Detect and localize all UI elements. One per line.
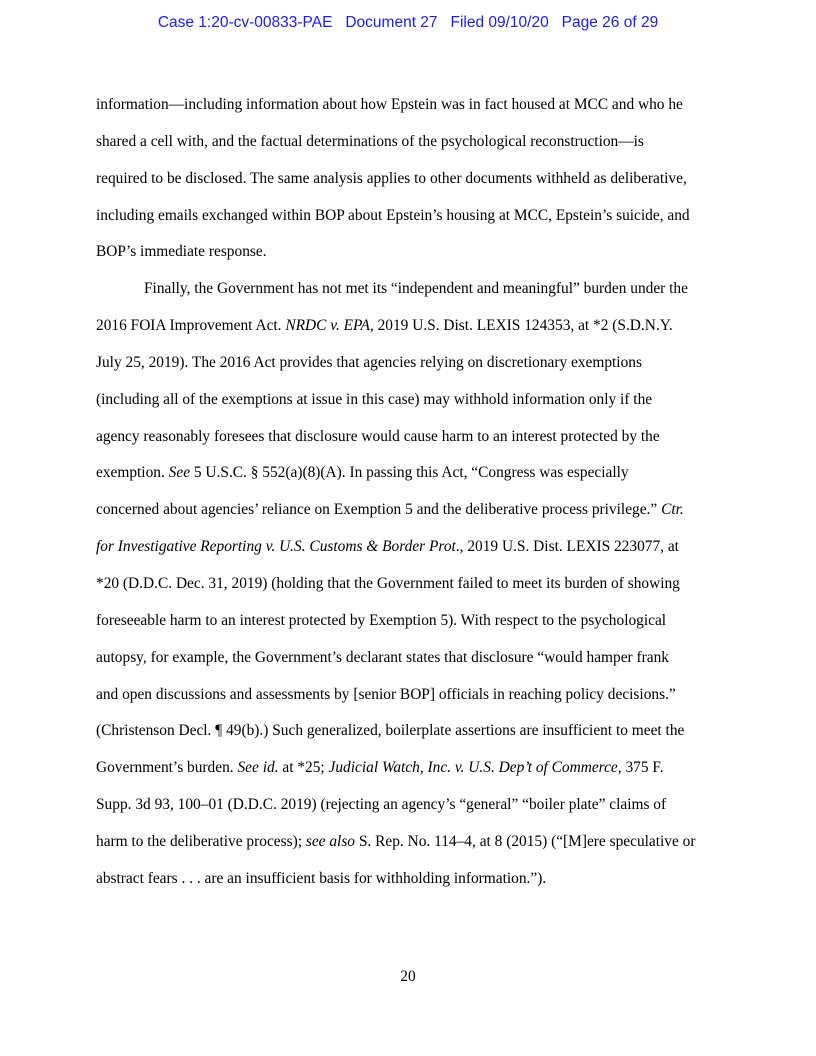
text-run: BOP’s immediate response. <box>96 243 267 261</box>
text-run: (including all of the exemptions at issue in this case) may withhold information only if the <box>96 390 653 408</box>
document-body <box>96 91 736 902</box>
text-line <box>96 570 736 607</box>
text-run: required to be disclosed. The same analysis applies to other documents withheld as deliberative, <box>96 169 687 187</box>
text-line <box>96 275 736 312</box>
text-run: ., 2019 U.S. Dist. LEXIS 223077, at <box>455 538 679 556</box>
text-line <box>96 423 736 460</box>
text-line <box>96 791 736 828</box>
text-run: July 25, 2019). The 2016 Act provides that agencies relying on discretionary exemptions <box>96 353 642 371</box>
text-line <box>96 533 736 570</box>
document-number: Document 27 <box>345 14 438 31</box>
page-indicator: Page 26 of 29 <box>561 14 659 31</box>
italic-citation: Judicial Watch, Inc. v. U.S. Dep’t of Commerce <box>328 759 618 777</box>
text-run: , 375 F. <box>617 759 664 777</box>
text-line <box>96 459 736 496</box>
text-run: autopsy, for example, the Government’s declarant states that disclosure “would hamper frank <box>96 648 669 666</box>
text-run: concerned about agencies’ reliance on Exemption 5 and the deliberative process privilege.” <box>96 501 662 519</box>
text-line <box>96 349 736 386</box>
text-run: information—including information about how Epstein was in fact housed at MCC and who he <box>96 96 683 113</box>
text-run: and open discussions and assessments by [senior BOP] officials in reaching policy decisions.” <box>96 685 676 703</box>
text-line <box>96 681 736 718</box>
text-run: shared a cell with, and the factual determinations of the psychological reconstruction—is <box>96 132 644 150</box>
text-line <box>96 238 736 275</box>
italic-citation: for Investigative Reporting v. U.S. Customs & Border Prot <box>96 538 456 556</box>
text-line <box>96 496 736 533</box>
text-run: at *25; <box>278 759 329 777</box>
text-line <box>96 386 736 423</box>
italic-citation: See id. <box>237 759 279 777</box>
text-line <box>96 202 736 239</box>
text-run: 2016 FOIA Improvement Act. <box>96 317 286 335</box>
italic-citation: Ctr. <box>661 501 684 519</box>
text-line <box>96 644 736 681</box>
text-run: S. Rep. No. 114–4, at 8 (2015) (“[M]ere speculative or <box>355 832 696 850</box>
text-line <box>96 128 736 165</box>
text-run: Supp. 3d 93, 100–01 (D.D.C. 2019) (rejecting an agency’s “general” “boiler plate” claims of <box>96 796 667 814</box>
italic-citation: see also <box>305 832 355 850</box>
text-line <box>96 312 736 349</box>
text-run: , 2019 U.S. Dist. LEXIS 124353, at *2 (S.D.N.Y. <box>369 317 673 335</box>
text-run: Government’s burden. <box>96 759 238 777</box>
text-run: agency reasonably foresees that disclosure would cause harm to an interest protected by the <box>96 427 660 445</box>
text-line <box>96 754 736 791</box>
text-run: exemption. <box>96 464 169 482</box>
case-number: Case 1:20-cv-00833-PAE <box>157 14 333 31</box>
text-run: including emails exchanged within BOP about Epstein’s housing at MCC, Epstein’s suicide, and <box>96 206 690 224</box>
page-number: 20 <box>400 968 416 985</box>
text-line <box>96 165 736 202</box>
text-run: (Christenson Decl. ¶ 49(b).) Such generalized, boilerplate assertions are insufficient to meet the <box>96 722 685 740</box>
text-run: abstract fears . . . are an insufficient basis for withholding information.”). <box>96 869 547 887</box>
text-run: Finally, the Government has not met its “independent and meaningful” burden under the <box>144 280 688 298</box>
italic-citation: See <box>168 464 191 482</box>
text-run: foreseeable harm to an interest protected by Exemption 5). With respect to the psychological <box>96 611 667 629</box>
text-run: *20 (D.D.C. Dec. 31, 2019) (holding that the Government failed to meet its burden of showing <box>96 574 680 592</box>
italic-citation: NRDC v. EPA <box>285 317 370 335</box>
filed-date: Filed 09/10/20 <box>450 14 549 31</box>
text-run: 5 U.S.C. § 552(a)(8)(A). In passing this Act, “Congress was especially <box>190 464 629 482</box>
text-line <box>96 865 736 902</box>
text-line <box>96 91 736 128</box>
text-line <box>96 828 736 865</box>
text-line <box>96 607 736 644</box>
text-run: harm to the deliberative process); <box>96 832 306 850</box>
text-line <box>96 717 736 754</box>
case-header <box>0 14 816 32</box>
